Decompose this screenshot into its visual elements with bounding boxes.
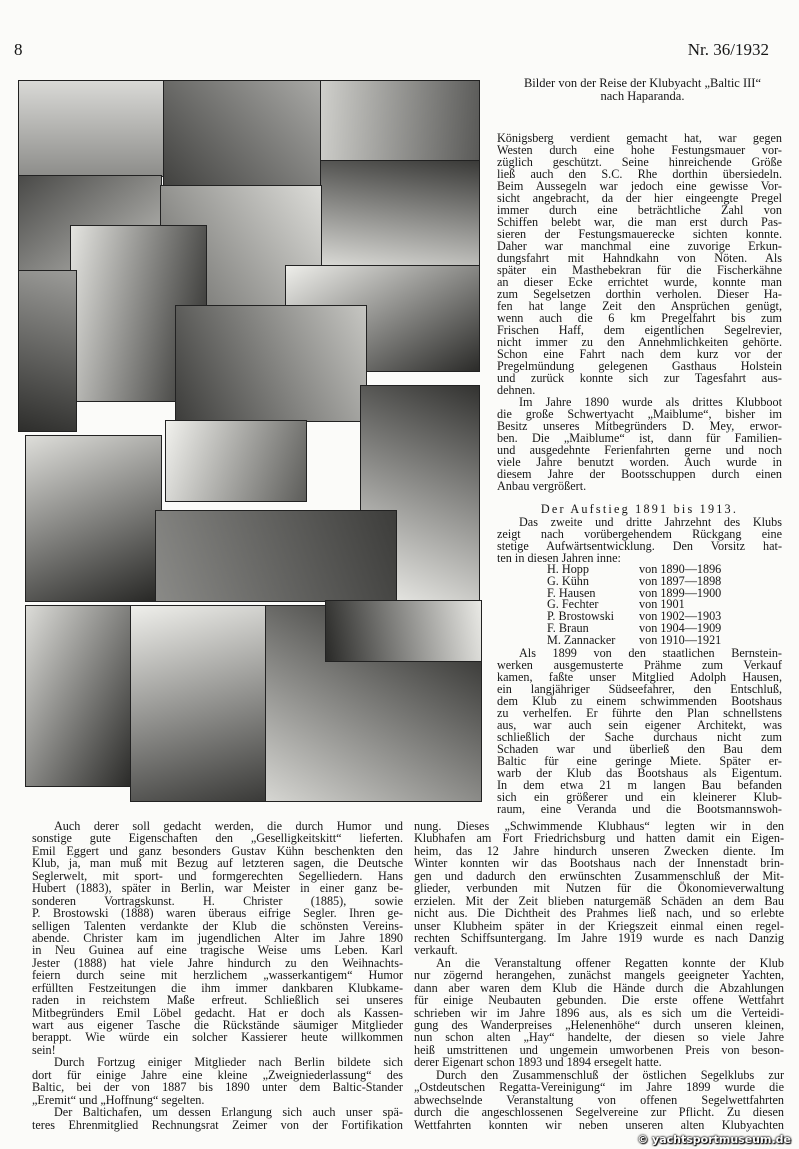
text-line: heim, das 12 Jahre hindurch unseren Zwecken diente. Im <box>414 843 784 858</box>
text-line: sonstige gute Eigenschaften den „Geselligkeitskitt“ lieferten. <box>32 831 403 846</box>
photo <box>130 605 267 802</box>
chairman-period: von 1902—1903 <box>639 609 722 624</box>
photo <box>175 305 367 422</box>
text-line: zu verhelfen. Er führte den Plan schnellstens <box>497 705 782 720</box>
chairman-row <box>547 632 782 647</box>
text-line: Auch derer soll gedacht werden, die durch Humor und <box>54 819 403 833</box>
text-line: Wettfahrten konnten wir neben unseren alten Klubyachten <box>414 1117 784 1132</box>
text-line: nicht immer zu den Annehmlichkeiten gehörte. <box>497 335 782 349</box>
text-line: feiern durch seine mit herzlichem „wasserkantigem“ Humor <box>32 968 403 983</box>
text-line: fen hat lange Zeit den Ansprüchen genügt, <box>497 299 782 313</box>
text-line: Westen durch eine hohe Festungsmauer vor- <box>497 143 782 157</box>
chairman-period: von 1890—1896 <box>639 562 722 576</box>
issue-number: Nr. 36/1932 <box>687 40 769 59</box>
text-line: Seglerwelt, mit sport- und formgerechten Segelliedern. Hans <box>32 868 403 883</box>
text-line: ten in diesen Jahren inne: <box>497 551 621 565</box>
chairman-period: von 1901 <box>639 597 685 612</box>
text-line: erzielen. Mit der Zeit blieben naturgemäß Schäden an dem Bau <box>414 893 784 908</box>
text-line: nicht aus. Die Dichtheit des Prahmes ließ nach, und so erlebte <box>414 906 784 921</box>
chairman-period: von 1904—1909 <box>639 620 722 635</box>
chairmen-list <box>497 564 782 647</box>
text-line: raden in reichstem Maße erfreut. Schließlich sei unseres <box>32 993 403 1008</box>
text-line: Winter konnten wir das Bootshaus nach der Innenstadt brin- <box>414 856 784 871</box>
text-line: stetige Aufwärtsentwicklung. Den Vorsitz hat- <box>497 539 782 553</box>
chairman-name: G. Kühn <box>547 573 589 588</box>
text-line: Beim Aussegeln war jedoch eine gewisse Vor- <box>497 179 782 193</box>
photo <box>155 510 397 602</box>
text-line: verkauft. <box>414 943 458 958</box>
text-line: sonderen Vortragskunst. H. Christer (1885), sowie <box>32 893 403 908</box>
text-line: ließ auch den S.C. Rhe dorthin übersiedeln. <box>497 167 782 181</box>
text-line: An die Veranstaltung offener Regatten konnte der Klub <box>436 955 784 970</box>
text-line: Schaden war und überließ den Bau dem <box>497 741 782 756</box>
text-line: nun schon alten „Hay“ handelte, der diesen so viele Jahre <box>414 1030 784 1045</box>
text-line: gung des Wanderpreises „Helenenhöhe“ durch unseren kleinen, <box>414 1018 784 1032</box>
text-line: ein langjähriger Südseefahrer, den Entschluß, <box>497 681 782 696</box>
text-line: raum, eine Veranda und die Bootsmannswoh- <box>497 801 782 816</box>
section-heading: Der Aufstieg 1891 bis 1913. <box>540 502 739 516</box>
text-line: Klubhafen am Fort Friedrichsburg und hatten damit ein Eigen- <box>414 831 784 846</box>
text-line: kamen, faßte unser Mitglied Adolph Hausen, <box>497 669 782 684</box>
chairman-name: H. Hopp <box>547 562 589 576</box>
text-line: derer Eigenart schon 1893 und 1894 ersegelt hatte. <box>414 1055 662 1070</box>
text-line: schließlich der Sache durchaus nicht zum <box>497 729 782 744</box>
text-line: diesem Jahre der Bootsschuppen durch einen <box>497 467 782 481</box>
caption-line: nach Haparanda. <box>600 89 685 103</box>
photo <box>325 600 482 662</box>
text-line: selligen Talenten verdankte der Klub die schönsten Vereins- <box>32 918 403 933</box>
text-line: die große Schwertyacht „Maiblume“, bisher im <box>497 407 782 421</box>
chairman-period: von 1910—1921 <box>639 632 722 647</box>
watermark: © yachtsportmuseum.de <box>637 1133 791 1146</box>
chairman-name: M. Zannacker <box>547 632 616 647</box>
caption-line: Bilder von der Reise der Klubyacht „Baltic III“ <box>523 76 762 90</box>
chairman-period: von 1897—1898 <box>639 573 722 588</box>
text-line: Anbau vergrößert. <box>497 479 587 493</box>
text-line: dehnen. <box>497 383 536 397</box>
text-line: Baltic, bei der von 1887 bis 1890 unter dem Baltic-Stander <box>32 1080 403 1095</box>
photo <box>18 270 77 432</box>
text-line: ben. Die „Maiblume“ ist, dann für Familien- <box>497 431 782 445</box>
text-line: und ausgedehnte Ferienfahrten gerne und noch <box>497 443 782 457</box>
text-line: Baltic für eine geringe Miete. Später er- <box>497 753 782 768</box>
text-line: dem Klub zu einem schwimmenden Bootshaus <box>497 693 782 708</box>
photo <box>165 420 307 502</box>
text-line: sein! <box>32 1042 56 1057</box>
text-line: dort für einige Jahre eine kleine „Zweigniederlassung“ des <box>32 1067 403 1082</box>
page-number: 8 <box>14 40 23 59</box>
photo <box>18 80 165 177</box>
text-line: glieder, verbunden mit Nutzen für die Ökonomieverwaltung <box>414 881 784 896</box>
text-line: Königsberg verdient gemacht hat, war gegen <box>497 131 782 145</box>
text-line: Schon eine Fahrt nach dem kurz vor der <box>497 347 782 361</box>
text-line: Jester (1888) hat viele Jahre hindurch zu den Weihnachts- <box>32 955 403 970</box>
text-line: viele Jahre benutzt worden. Auch wurde in <box>497 455 782 469</box>
text-line: Frischen Haff, dem eigentlichen Segelrevier, <box>497 323 782 337</box>
text-line: nung. Dieses „Schwimmende Klubhaus“ legten wir in den <box>414 819 784 833</box>
chairman-name: F. Hausen <box>547 585 596 600</box>
text-line: für einige Neubauten gebunden. Die erste offene Wettfahrt <box>414 993 784 1008</box>
chairman-name: G. Fechter <box>547 597 599 612</box>
text-line: dann aber waren dem Klub die Hände durch die Abzahlungen <box>414 980 784 995</box>
text-line: an dieser Ecke errichtet wurde, konnte man <box>497 275 782 289</box>
text-line: aus, war auch sein eigener Architekt, was <box>497 717 782 732</box>
text-line: Hubert (1883), später in Berlin, war Meister in einer ganz be- <box>32 881 403 896</box>
text-line: abende. Christer kam im jugendlichen Alter im Jahre 1890 <box>32 930 403 945</box>
chairman-period: von 1899—1900 <box>639 585 722 600</box>
photo <box>163 80 322 202</box>
text-line: berappt. Wie würde ein solcher Kassierer heute willkommen <box>32 1030 403 1045</box>
text-line: In dem etwa 21 m langen Bau befanden <box>497 777 782 792</box>
text-line: rechten Schiffsuntergang. Im Jahre 1919 wurde es nach Danzig <box>414 930 784 945</box>
text-line: Emil Eggert und ganz besonders Gustav Kühn beschenkten den <box>32 843 403 858</box>
text-line: teres Ehrenmitglied Rechnungsrat Zeimer von der Fortifikation <box>32 1117 403 1132</box>
photo <box>320 80 480 162</box>
text-line: Das zweite und dritte Jahrzehnt des Klubs <box>519 515 782 529</box>
bottom-right-text-column <box>414 820 784 1131</box>
text-line: heiß umstrittenen und ungemein umworbenen Preis von beson- <box>414 1042 784 1057</box>
text-line: schrieben wir im Jahre 1896 aus, als es sich um die Verteidi- <box>414 1005 784 1020</box>
text-line: dungsfahrt mit Hahndkahn von Nöten. Als <box>497 251 782 265</box>
text-line: Daher war manchmal eine zuvorige Erkun- <box>497 239 782 253</box>
text-line: „Ostdeutschen Regatta-Vereinigung“ im Jahre 1899 wurde die <box>414 1080 784 1095</box>
text-line: züglich geschützt. Seine hinreichende Größe <box>497 155 782 169</box>
text-line: unser Klubheim später in der Kriegszeit einmal einen regel- <box>414 918 784 933</box>
text-line: immer durch eine beträchtliche Zahl von <box>497 203 782 217</box>
text-line: „Eremit“ und „Hoffnung“ segelten. <box>32 1092 205 1107</box>
text-line: Durch Fortzug einiger Mitglieder nach Berlin bildete sich <box>54 1055 403 1070</box>
text-line: Klub, ja, man muß mit Bezug auf letzteren sagen, die Deutsche <box>32 856 403 871</box>
text-line: wenn auch die 6 km Pregelfahrt bis zum <box>497 311 782 325</box>
right-text-column <box>497 132 782 815</box>
text-line: Mitbegründers Emil Löbel gedacht. Hat er doch als Kassen- <box>32 1005 403 1020</box>
text-line: und zurück konnte sich zur Tagesfahrt aus- <box>497 371 782 385</box>
text-line: werken ausgemusterte Prähme zum Verkauf <box>497 657 782 672</box>
text-line: zum Segelsetzen dorthin verholen. Dieser Ha- <box>497 287 782 301</box>
photo-caption <box>490 77 795 103</box>
text-line: gen und dadurch den erwünschten Zusammenschluß der Mit- <box>414 868 784 883</box>
text-line: Im Jahre 1890 wurde als drittes Klubboot <box>519 395 782 409</box>
text-line: abwechselnde Veranstaltung von offenen Segelwettfahrten <box>414 1092 784 1107</box>
text-line: später ein Masthebekran für die Fischerkähne <box>497 263 782 277</box>
photo <box>25 605 132 787</box>
text-line: nur zögernd herangehen, zunächst mangels geeigneter Yachten, <box>414 968 784 983</box>
text-line: warb der Klub das Bootshaus als Eigentum. <box>497 765 782 780</box>
text-line: P. Brostowski (1888) waren überaus eifrige Segler. Ihren ge- <box>32 906 403 921</box>
text-line: Besitz unseres Mitbegründers D. Mey, erwor- <box>497 419 782 433</box>
text-line: Als 1899 von den staatlichen Bernstein- <box>519 645 782 660</box>
text-line: erfüllten Festzeitungen die ihm immer dankbaren Klubkame- <box>32 980 403 995</box>
photo <box>25 435 162 602</box>
text-line: zeigt nach vorübergehendem Rückgang eine <box>497 527 782 541</box>
text-line: wart aus eigener Tasche die Rückstände säumiger Mitglieder <box>32 1018 403 1032</box>
chairman-name: P. Brostowski <box>547 609 615 624</box>
chairman-name: F. Braun <box>547 620 589 635</box>
text-line: durch die angeschlossenen Segelvereine zur Pflicht. Zu diesen <box>414 1105 784 1120</box>
photo <box>320 160 480 267</box>
text-line: Der Baltichafen, um dessen Erlangung sich auch unser spä- <box>54 1105 403 1120</box>
text-line: Durch den Zusammenschluß der östlichen Segelklubs zur <box>436 1067 784 1082</box>
text-line: in Neu Guinea auf eine tragische Weise ums Leben. Karl <box>32 943 403 958</box>
text-line: sieren der Festungsmauerecke sichten konnte. <box>497 227 782 241</box>
text-line: Pregelmündung gelegenen Gasthaus Holstein <box>497 359 782 373</box>
text-line: sicht angebracht, da der hier eingeengte Pregel <box>497 191 782 205</box>
text-line: Schiffen belebt war, die man erst durch Pas- <box>497 215 782 229</box>
bottom-left-text-column <box>32 820 403 1131</box>
text-line: sich ein größerer und ein kleinerer Klub- <box>497 789 782 804</box>
